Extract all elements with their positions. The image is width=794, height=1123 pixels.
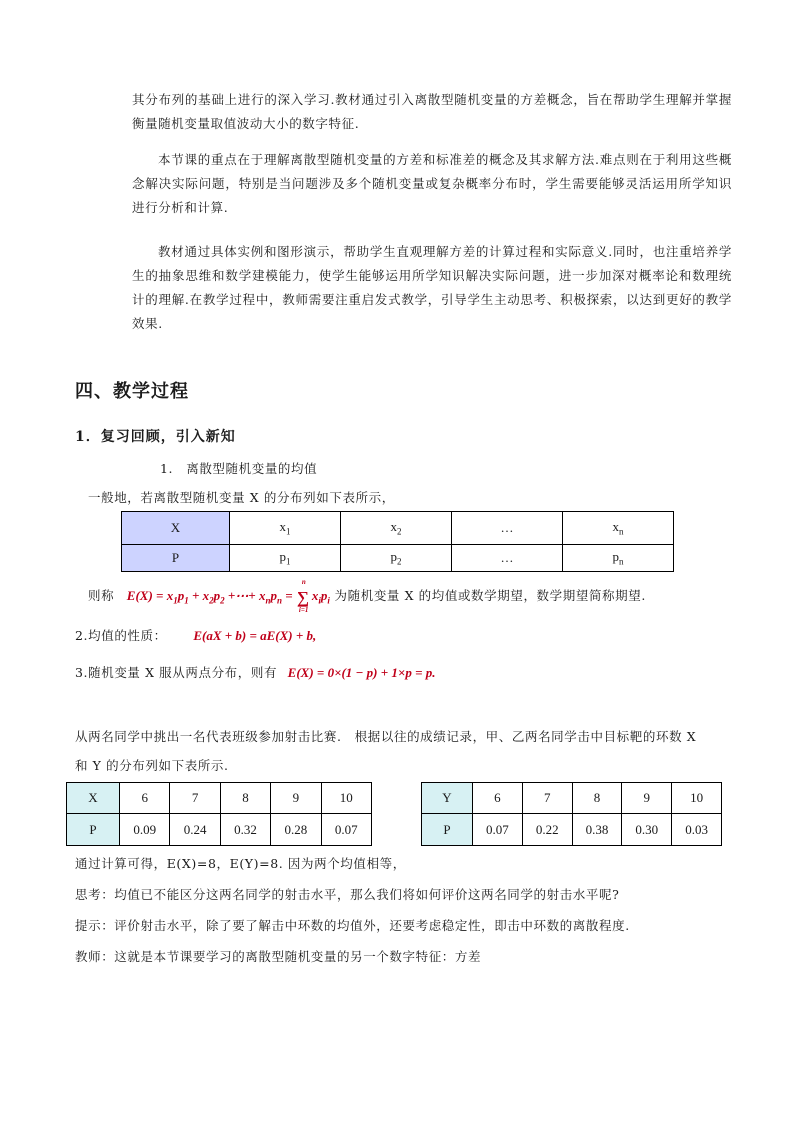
table-y-cell: 0.22	[522, 814, 572, 846]
table-y-cell: 8	[572, 783, 622, 814]
teacher-line: 教师：这就是本节课要学习的离散型随机变量的另一个数字特征：方差	[75, 949, 482, 964]
mean-definition	[88, 578, 646, 615]
table-x-header-label: X	[67, 783, 120, 814]
table-y-distribution	[421, 782, 722, 846]
problem-line-2: 和 Y 的分布列如下表所示.	[75, 758, 229, 773]
intro-paragraph-2: 本节课的重点在于理解离散型随机变量的方差和标准差的概念及其求解方法.难点则在于利用这些概念解决实际问题，特别是当问题涉及多个随机变量或复杂概率分布时，学生需要能够灵活运用所学知识进行分析和计算.	[132, 152, 732, 215]
x1-value: $x_1$	[279, 519, 291, 537]
table-row	[422, 783, 722, 814]
table-row	[67, 814, 372, 846]
table-y-cell: 0.30	[622, 814, 672, 846]
table-x-cell: 0.32	[220, 814, 270, 846]
table-x-cell: 0.24	[170, 814, 220, 846]
cell-pn: $p_n$	[562, 545, 673, 572]
mean-def-prefix: 则称	[88, 588, 115, 603]
table-x-cell: 0.09	[120, 814, 170, 846]
table-y-prob-label: P	[422, 814, 473, 846]
problem-line-1: 从两名同学中挑出一名代表班级参加射击比赛. 根据以往的成绩记录，甲、乙两名同学击中目标靶的环数 X	[75, 729, 697, 744]
table-x-cell: 6	[120, 783, 170, 814]
intro-paragraph-3: 教材通过具体实例和图形演示，帮助学生直观理解方差的计算过程和实际意义.同时，也注重培养学生的抽象思维和数学建模能力，使学生能够运用所学知识解决实际问题，进一步加深对概率论和数理统计的理解.在教学过程中，教师需要注重启发式教学，引导学生主动思考、积极探索，以达到更好的教学效果.	[132, 244, 732, 331]
cell-p-ellipsis: …	[451, 545, 562, 572]
table-y-cell: 7	[522, 783, 572, 814]
table-x-prob-label: P	[67, 814, 120, 846]
table-row-x	[122, 512, 674, 545]
table-x-distribution	[66, 782, 372, 846]
cell-xn	[562, 512, 673, 545]
intro-paragraph-1: 其分布列的基础上进行的深入学习.教材通过引入离散型随机变量的方差概念，旨在帮助学生理解并掌握衡量随机变量取值波动大小的数字特征.	[132, 92, 732, 131]
property-formula: E(aX + b) = aE(X) + b,	[193, 628, 317, 643]
table-y-cell: 0.03	[672, 814, 722, 846]
calc-line: 通过计算可得，E(X)=8，E(Y)=8. 因为两个均值相等，	[75, 856, 406, 871]
table-y-header-label: Y	[422, 783, 473, 814]
mean-property	[75, 626, 316, 644]
subsection-title: 1．复习回顾，引入新知	[75, 429, 236, 445]
table-x-cell: 0.28	[271, 814, 321, 846]
x2-value: $x_2$	[390, 519, 402, 537]
table-x-cell: 9	[271, 783, 321, 814]
two-point-label: 3.随机变量 X 服从两点分布，则有	[75, 665, 278, 680]
table-x-cell: 10	[321, 783, 371, 814]
cell-x-label: X	[122, 512, 230, 545]
table-row	[67, 783, 372, 814]
mean-def-suffix: 为随机变量 X 的均值或数学期望，数学期望简称期望.	[334, 588, 646, 603]
table-y-cell: 0.38	[572, 814, 622, 846]
table-x-cell: 7	[170, 783, 220, 814]
two-point-formula: E(X) = 0×(1 − p) + 1×p = p.	[287, 665, 436, 680]
table-row-p	[122, 545, 674, 572]
xn-value: $x_n$	[612, 519, 624, 537]
table-y-cell: 0.07	[473, 814, 523, 846]
sigma-icon: ∑ n i=1	[296, 578, 310, 615]
table-y-cell: 9	[622, 783, 672, 814]
cell-x1	[230, 512, 341, 545]
table-y-cell: 6	[473, 783, 523, 814]
two-point-distribution	[75, 663, 435, 681]
section-title: 四、教学过程	[75, 381, 189, 402]
item-1-heading: 1. 离散型随机变量的均值	[160, 461, 318, 476]
table-x-cell: 8	[220, 783, 270, 814]
cell-x-ellipsis: …	[451, 512, 562, 545]
table-row	[422, 814, 722, 846]
distribution-table	[121, 511, 674, 572]
think-line: 思考：均值已不能区分这两名同学的射击水平，那么我们将如何评价这两名同学的射击水平呢?	[75, 887, 620, 902]
table-x-cell: 0.07	[321, 814, 371, 846]
hint-line: 提示：评价射击水平，除了要了解击中环数的均值外，还要考虑稳定性，即击中环数的离散程度.	[75, 918, 630, 933]
expectation-formula: $E(X) = x_1p_1 + x_2p_2$ +⋯+ $x_np_n$ = ∑ n i=1 $x_ip_i$	[126, 578, 330, 615]
general-statement: 一般地，若离散型随机变量 X 的分布列如下表所示，	[88, 490, 395, 505]
cell-p1: $p_1$	[230, 545, 341, 572]
cell-p2: $p_2$	[340, 545, 451, 572]
cell-x2	[340, 512, 451, 545]
table-y-cell: 10	[672, 783, 722, 814]
property-label: 2.均值的性质：	[75, 628, 167, 643]
cell-p-label: P	[122, 545, 230, 572]
